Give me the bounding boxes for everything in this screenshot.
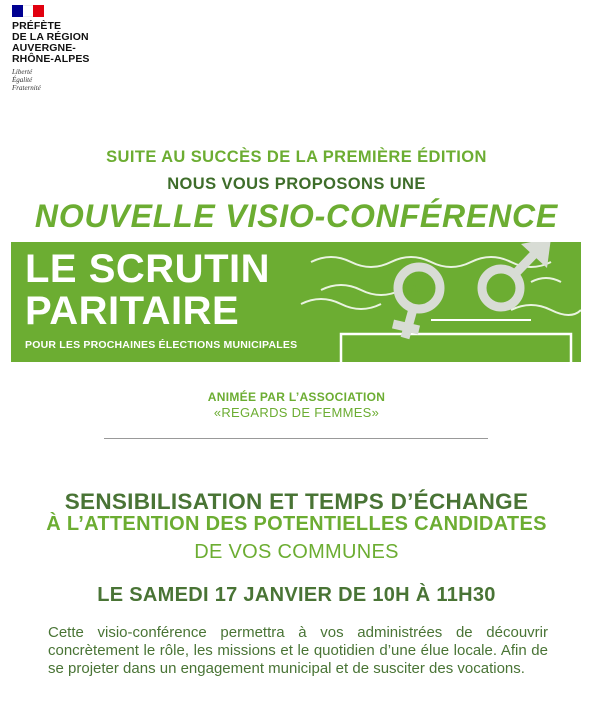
heading-line-3: DE VOS COMMUNES bbox=[194, 541, 399, 563]
republic-motto bbox=[12, 68, 122, 92]
intro-line-1: SUITE AU SUCCÈS DE LA PREMIÈRE ÉDITION bbox=[106, 148, 487, 166]
logo-line-3: AUVERGNE- bbox=[12, 42, 76, 54]
animated-by-label: ANIMÉE PAR L’ASSOCIATION bbox=[207, 390, 386, 404]
logo-line-4: RHÔNE-ALPES bbox=[12, 53, 90, 65]
svg-text:$: $ bbox=[411, 281, 420, 298]
motto-egalite: Égalité bbox=[12, 76, 33, 84]
association-name: «REGARDS DE FEMMES» bbox=[213, 405, 380, 420]
scrutin-paritaire-banner bbox=[11, 242, 581, 362]
prefecture-name bbox=[12, 21, 122, 65]
logo-line-2: DE LA RÉGION bbox=[12, 31, 89, 43]
motto-liberte: Liberté bbox=[12, 68, 33, 76]
event-description: Cette visio-conférence permettra à vos administrées de découvrir concrètement le rôle, les missions et le quotidien d’une élue locale. Afin de se projeter dans un engagement municipal et de susciter des vocations. bbox=[48, 624, 548, 677]
banner-title-line-1: LE SCRUTIN bbox=[25, 247, 270, 291]
motto-fraternite: Fraternité bbox=[12, 84, 41, 92]
section-divider bbox=[104, 438, 488, 439]
event-date: LE SAMEDI 17 JANVIER DE 10H À 11H30 bbox=[97, 584, 496, 606]
banner-title-line-2: PARITAIRE bbox=[25, 289, 240, 333]
intro-line-2: NOUS VOUS PROPOSONS UNE bbox=[167, 175, 426, 193]
banner-title bbox=[25, 248, 270, 332]
prefecture-logo bbox=[12, 5, 122, 92]
heading-line-1: SENSIBILISATION ET TEMPS D’ÉCHANGE bbox=[64, 489, 529, 514]
french-flag-icon bbox=[12, 5, 44, 17]
banner-subtitle: POUR LES PROCHAINES ÉLECTIONS MUNICIPALES bbox=[25, 339, 298, 351]
conference-title: NOUVELLE VISIO-CONFÉRENCE bbox=[34, 198, 559, 234]
logo-line-1: PRÉFÈTE bbox=[12, 20, 62, 32]
heading-line-2: À L’ATTENTION DES POTENTIELLES CANDIDATES bbox=[46, 513, 547, 535]
